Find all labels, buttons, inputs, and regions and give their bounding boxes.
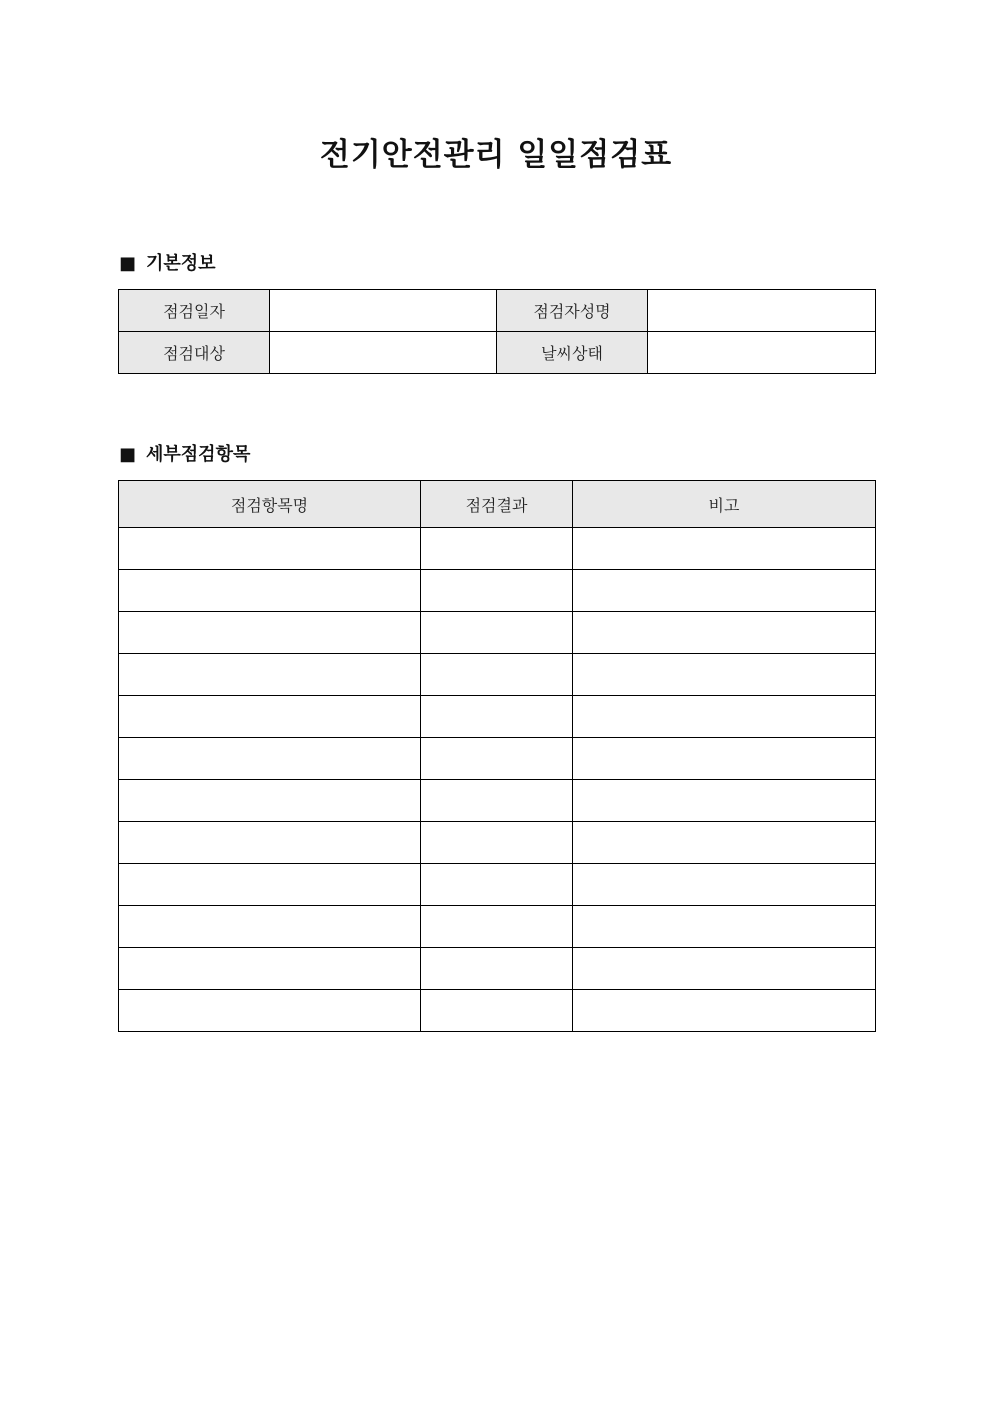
table-row (119, 990, 876, 1032)
table-row (119, 822, 876, 864)
table-row (119, 738, 876, 780)
remarks-cell[interactable] (573, 696, 876, 738)
remarks-cell[interactable] (573, 990, 876, 1032)
basic-info-table (118, 289, 876, 374)
item-name-cell[interactable] (119, 990, 421, 1032)
table-row (119, 948, 876, 990)
remarks-cell[interactable] (573, 528, 876, 570)
item-name-cell[interactable] (119, 696, 421, 738)
result-cell[interactable] (421, 612, 573, 654)
column-header-remarks: 비고 (573, 481, 876, 528)
remarks-cell[interactable] (573, 612, 876, 654)
basic-info-heading (119, 252, 216, 276)
page-title: 전기안전관리 일일점검표 (319, 137, 673, 173)
table-row (119, 864, 876, 906)
inspection-date-label: 점검일자 (119, 290, 270, 332)
remarks-cell[interactable] (573, 906, 876, 948)
inspector-name-field[interactable] (648, 290, 876, 332)
item-name-cell[interactable] (119, 612, 421, 654)
item-name-cell[interactable] (119, 906, 421, 948)
table-row (119, 696, 876, 738)
item-name-cell[interactable] (119, 822, 421, 864)
result-cell[interactable] (421, 906, 573, 948)
column-header-result: 점검결과 (421, 481, 573, 528)
detail-body (119, 528, 876, 1032)
table-row (119, 654, 876, 696)
table-row (119, 906, 876, 948)
table-row (119, 570, 876, 612)
table-row (119, 780, 876, 822)
basic-info-row (119, 332, 876, 374)
item-name-cell[interactable] (119, 654, 421, 696)
square-bullet-icon: ■ (119, 253, 137, 274)
remarks-cell[interactable] (573, 780, 876, 822)
detail-table (118, 480, 876, 1032)
table-row (119, 528, 876, 570)
remarks-cell[interactable] (573, 570, 876, 612)
remarks-cell[interactable] (573, 864, 876, 906)
item-name-cell[interactable] (119, 570, 421, 612)
result-cell[interactable] (421, 528, 573, 570)
item-name-cell[interactable] (119, 528, 421, 570)
weather-label: 날씨상태 (497, 332, 648, 374)
weather-field[interactable] (648, 332, 876, 374)
result-cell[interactable] (421, 696, 573, 738)
result-cell[interactable] (421, 780, 573, 822)
result-cell[interactable] (421, 822, 573, 864)
remarks-cell[interactable] (573, 654, 876, 696)
inspector-name-label: 점검자성명 (497, 290, 648, 332)
detail-heading (119, 443, 250, 467)
inspection-target-label: 점검대상 (119, 332, 270, 374)
detail-heading-label: 세부점검항목 (146, 444, 251, 465)
remarks-cell[interactable] (573, 738, 876, 780)
basic-info-row (119, 290, 876, 332)
inspection-date-field[interactable] (270, 290, 497, 332)
result-cell[interactable] (421, 990, 573, 1032)
table-row (119, 612, 876, 654)
detail-header-row (119, 481, 876, 528)
column-header-item-name: 점검항목명 (119, 481, 421, 528)
basic-info-heading-label: 기본정보 (146, 253, 216, 274)
item-name-cell[interactable] (119, 738, 421, 780)
square-bullet-icon: ■ (119, 444, 137, 465)
remarks-cell[interactable] (573, 948, 876, 990)
inspection-target-field[interactable] (270, 332, 497, 374)
result-cell[interactable] (421, 654, 573, 696)
result-cell[interactable] (421, 570, 573, 612)
result-cell[interactable] (421, 948, 573, 990)
item-name-cell[interactable] (119, 948, 421, 990)
item-name-cell[interactable] (119, 864, 421, 906)
remarks-cell[interactable] (573, 822, 876, 864)
item-name-cell[interactable] (119, 780, 421, 822)
result-cell[interactable] (421, 738, 573, 780)
result-cell[interactable] (421, 864, 573, 906)
